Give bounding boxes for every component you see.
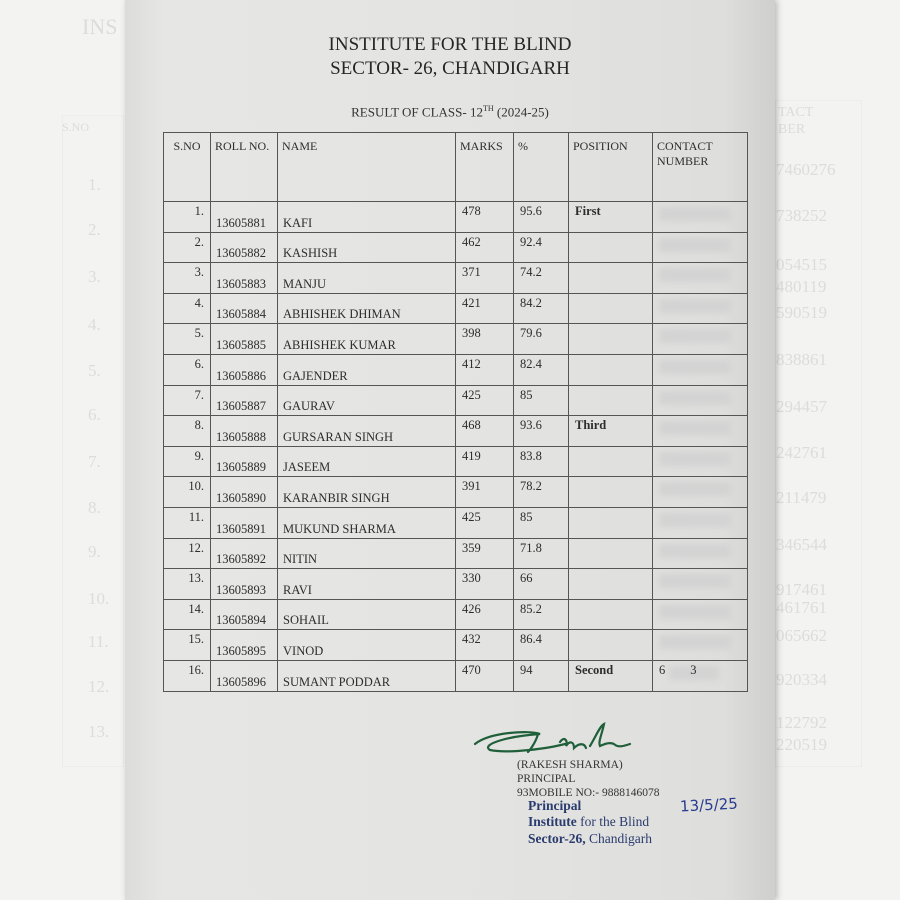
name-cell	[278, 477, 456, 508]
sno-cell	[164, 354, 211, 385]
name-cell	[278, 416, 456, 447]
roll-value: 13605881	[216, 215, 266, 230]
roll-value: 13605884	[216, 307, 266, 322]
roll-cell	[211, 263, 278, 294]
redaction-blur	[659, 421, 731, 435]
table-header-row	[164, 133, 748, 202]
name-cell	[278, 385, 456, 416]
marks-value: 462	[462, 234, 481, 249]
contact-cell	[653, 660, 748, 691]
background-title-fragment: INS	[82, 14, 118, 39]
marks-value: 470	[462, 662, 481, 677]
redaction-blur	[659, 360, 731, 374]
contact-cell	[653, 354, 748, 385]
institute-name: INSTITUTE FOR THE BLIND	[328, 34, 572, 55]
position-cell	[569, 477, 653, 508]
roll-cell	[211, 538, 278, 569]
name-cell	[278, 354, 456, 385]
background-sno-value: 5.	[88, 361, 101, 380]
marks-value: 425	[462, 509, 481, 524]
name-cell	[278, 599, 456, 630]
background-sno-value: 9.	[88, 542, 101, 561]
marks-value: 478	[462, 204, 481, 218]
redaction-blur	[659, 299, 731, 313]
roll-value: 13605882	[216, 246, 266, 261]
name-value: JASEEM	[283, 460, 331, 475]
marks-cell	[456, 569, 514, 600]
percent-cell	[514, 599, 569, 630]
sno-cell	[164, 202, 211, 233]
background-sno-value: 11.	[88, 632, 109, 651]
redaction-blur	[659, 605, 731, 619]
table-row	[164, 507, 748, 538]
name-value: KARANBIR SINGH	[283, 490, 390, 505]
position-cell	[569, 660, 653, 691]
marks-cell	[456, 507, 514, 538]
marks-value: 412	[462, 356, 481, 371]
background-contact-value: 590519	[776, 303, 827, 322]
result-title-sup: TH	[482, 104, 494, 113]
background-contact-header-line: BER	[778, 122, 806, 137]
handwritten-date: 13/5/25	[679, 794, 739, 816]
contact-cell	[653, 263, 748, 294]
marks-value: 426	[462, 601, 481, 616]
roll-cell	[211, 569, 278, 600]
marks-value: 330	[462, 571, 481, 586]
position-cell	[569, 416, 653, 447]
signatory-mobile: 93MOBILE NO:- 9888146078	[517, 787, 660, 799]
column-header-position: POSITION	[569, 133, 653, 202]
marks-value: 371	[462, 265, 481, 280]
redaction-blur	[659, 238, 731, 252]
background-contact-header-line: TACT	[778, 105, 814, 120]
name-cell	[278, 293, 456, 324]
percent-value: 95.6	[520, 204, 542, 218]
percent-cell	[514, 202, 569, 233]
background-contact-value: 461761	[776, 598, 827, 617]
percent-cell	[514, 324, 569, 355]
roll-value: 13605892	[216, 552, 266, 567]
table-row	[164, 446, 748, 477]
table-row	[164, 599, 748, 630]
sno-cell	[164, 569, 211, 600]
marks-value: 468	[462, 418, 481, 433]
roll-cell	[211, 660, 278, 691]
background-contact-value: 917461	[776, 580, 827, 599]
signatory-title: PRINCIPAL	[517, 773, 576, 785]
marks-cell	[456, 416, 514, 447]
sno-value: 4.	[194, 295, 204, 310]
name-value: GAJENDER	[283, 368, 348, 383]
background-sno-value: 6.	[88, 405, 101, 424]
sno-value: 5.	[194, 326, 204, 341]
table-row	[164, 293, 748, 324]
percent-value: 93.6	[520, 418, 542, 433]
marks-cell	[456, 385, 514, 416]
roll-cell	[211, 630, 278, 661]
roll-cell	[211, 599, 278, 630]
roll-cell	[211, 385, 278, 416]
table-row	[164, 660, 748, 691]
name-value: RAVI	[283, 582, 312, 597]
sno-value: 12.	[188, 540, 204, 555]
background-contact-value: 242761	[776, 443, 827, 462]
name-value: GAURAV	[283, 399, 335, 414]
background-contact-value: 211479	[776, 488, 827, 507]
name-cell	[278, 660, 456, 691]
background-sno-value: 7.	[88, 452, 101, 471]
name-cell	[278, 263, 456, 294]
institute-address: SECTOR- 26, CHANDIGARH	[330, 58, 570, 79]
name-value: NITIN	[283, 552, 318, 567]
roll-value: 13605886	[216, 368, 266, 383]
sno-value: 6.	[194, 356, 204, 371]
roll-value: 13605895	[216, 643, 266, 658]
background-contact-value: 838861	[776, 350, 827, 369]
contact-cell	[653, 507, 748, 538]
background-contact-value: 480119	[776, 277, 827, 296]
background-table-left	[62, 115, 124, 767]
roll-value: 13605896	[216, 674, 266, 689]
sno-value: 3.	[194, 265, 204, 280]
name-value: MUKUND SHARMA	[283, 521, 396, 536]
sno-value: 1.	[194, 204, 204, 218]
marks-cell	[456, 263, 514, 294]
table-row	[164, 630, 748, 661]
sno-value: 10.	[188, 479, 204, 494]
background-contact-value: 294457	[776, 397, 827, 416]
name-value: GURSARAN SINGH	[283, 429, 394, 444]
position-cell	[569, 232, 653, 263]
name-value: VINOD	[283, 643, 324, 658]
redaction-blur	[659, 391, 731, 405]
background-contact-value: 738252	[776, 206, 827, 225]
background-sno-value: 4.	[88, 315, 101, 334]
background-sno-value: 13.	[88, 722, 110, 741]
marks-value: 359	[462, 540, 481, 555]
background-contact-value: 220519	[776, 735, 827, 754]
name-value: ABHISHEK DHIMAN	[283, 307, 401, 322]
sno-cell	[164, 477, 211, 508]
percent-value: 86.4	[520, 632, 542, 647]
position-value: Second	[575, 662, 614, 677]
sno-value: 8.	[194, 418, 204, 433]
roll-cell	[211, 324, 278, 355]
percent-cell	[514, 232, 569, 263]
sno-value: 2.	[194, 234, 204, 249]
name-value: KAFI	[283, 215, 313, 230]
table-row	[164, 324, 748, 355]
background-contact-value: 920334	[776, 670, 827, 689]
sno-cell	[164, 660, 211, 691]
sno-value: 9.	[194, 448, 204, 463]
contact-cell	[653, 630, 748, 661]
position-cell	[569, 630, 653, 661]
stamp-line-2-bold: Institute	[528, 814, 577, 829]
signatory-name: (RAKESH SHARMA)	[517, 759, 623, 771]
redaction-blur	[659, 207, 731, 221]
percent-cell	[514, 446, 569, 477]
roll-value: 13605891	[216, 521, 266, 536]
percent-value: 79.6	[520, 326, 542, 341]
table-row	[164, 354, 748, 385]
percent-cell	[514, 477, 569, 508]
name-cell	[278, 446, 456, 477]
stamp-line-2	[528, 814, 649, 830]
marks-cell	[456, 446, 514, 477]
position-cell	[569, 385, 653, 416]
sno-cell	[164, 416, 211, 447]
contact-cell	[653, 569, 748, 600]
sno-cell	[164, 385, 211, 416]
marks-value: 432	[462, 632, 481, 647]
percent-cell	[514, 538, 569, 569]
sno-value: 16.	[188, 662, 204, 677]
roll-value: 13605894	[216, 613, 266, 628]
column-header-contact: CONTACT NUMBER	[653, 133, 748, 202]
roll-value: 13605889	[216, 460, 266, 475]
background-sno-value: 3.	[88, 267, 101, 286]
stamp-line-1: Principal	[528, 798, 582, 813]
sno-cell	[164, 324, 211, 355]
redaction-blur	[659, 574, 731, 588]
sno-value: 14.	[188, 601, 204, 616]
sno-cell	[164, 538, 211, 569]
background-contact-value: 346544	[776, 535, 827, 554]
percent-value: 71.8	[520, 540, 542, 555]
percent-value: 85	[520, 509, 533, 524]
roll-cell	[211, 416, 278, 447]
position-value: First	[575, 204, 601, 218]
marks-value: 398	[462, 326, 481, 341]
sno-value: 15.	[188, 632, 204, 647]
percent-value: 66	[520, 571, 533, 586]
table-row	[164, 477, 748, 508]
percent-cell	[514, 630, 569, 661]
stamp-line-2-rest: for the Blind	[576, 814, 650, 829]
roll-value: 13605887	[216, 399, 266, 414]
contact-cell	[653, 538, 748, 569]
sno-value: 13.	[188, 571, 204, 586]
percent-cell	[514, 416, 569, 447]
roll-value: 13605888	[216, 429, 266, 444]
position-cell	[569, 263, 653, 294]
contact-cell	[653, 324, 748, 355]
background-contact-header	[778, 104, 813, 138]
position-cell	[569, 599, 653, 630]
position-cell	[569, 202, 653, 233]
marks-cell	[456, 354, 514, 385]
result-title	[125, 104, 775, 120]
percent-value: 74.2	[520, 265, 542, 280]
contact-cell	[653, 477, 748, 508]
name-value: SUMANT PODDAR	[283, 674, 391, 689]
background-contact-value: 7460276	[776, 160, 836, 179]
name-cell	[278, 507, 456, 538]
marks-value: 419	[462, 448, 481, 463]
sno-cell	[164, 507, 211, 538]
name-value: KASHISH	[283, 246, 338, 261]
marks-value: 421	[462, 295, 481, 310]
column-header-sno: S.NO	[164, 133, 211, 202]
result-sheet	[125, 0, 775, 900]
name-cell	[278, 569, 456, 600]
background-table-right	[775, 100, 862, 767]
marks-cell	[456, 232, 514, 263]
background-sno-value: 8.	[88, 498, 101, 517]
name-cell	[278, 202, 456, 233]
roll-cell	[211, 232, 278, 263]
roll-cell	[211, 354, 278, 385]
contact-cell	[653, 599, 748, 630]
percent-cell	[514, 507, 569, 538]
marks-cell	[456, 599, 514, 630]
marks-cell	[456, 202, 514, 233]
contact-cell	[653, 446, 748, 477]
contact-cell	[653, 416, 748, 447]
roll-value: 13605893	[216, 582, 266, 597]
background-sno-header: S.NO	[62, 120, 90, 134]
column-header-percent: %	[514, 133, 569, 202]
table-row	[164, 202, 748, 233]
redaction-blur	[659, 452, 731, 466]
marks-cell	[456, 630, 514, 661]
table-row	[164, 416, 748, 447]
position-cell	[569, 293, 653, 324]
position-value: Third	[575, 418, 607, 433]
sno-cell	[164, 293, 211, 324]
redaction-blur	[659, 635, 731, 649]
background-sno-value: 1.	[88, 175, 101, 194]
roll-value: 13605883	[216, 276, 266, 291]
marks-value: 391	[462, 479, 481, 494]
percent-value: 85.2	[520, 601, 542, 616]
name-cell	[278, 630, 456, 661]
percent-value: 92.4	[520, 234, 542, 249]
name-value: SOHAIL	[283, 613, 329, 628]
marks-cell	[456, 324, 514, 355]
roll-cell	[211, 507, 278, 538]
contact-cell	[653, 385, 748, 416]
percent-cell	[514, 569, 569, 600]
marks-cell	[456, 477, 514, 508]
table-row	[164, 385, 748, 416]
percent-value: 85	[520, 387, 533, 402]
marks-cell	[456, 538, 514, 569]
percent-value: 82.4	[520, 356, 542, 371]
percent-value: 78.2	[520, 479, 542, 494]
roll-cell	[211, 293, 278, 324]
percent-value: 84.2	[520, 295, 542, 310]
name-cell	[278, 324, 456, 355]
background-contact-value: 054515	[776, 255, 827, 274]
stamp-line-3-bold: Sector-26,	[528, 831, 586, 846]
roll-cell	[211, 446, 278, 477]
column-header-roll: ROLL NO.	[211, 133, 278, 202]
sno-cell	[164, 446, 211, 477]
result-title-prefix: RESULT OF CLASS- 12	[351, 104, 483, 120]
sno-value: 11.	[188, 509, 204, 524]
roll-cell	[211, 477, 278, 508]
name-cell	[278, 232, 456, 263]
table-row	[164, 569, 748, 600]
contact-cell	[653, 202, 748, 233]
column-header-name: NAME	[278, 133, 456, 202]
marks-cell	[456, 293, 514, 324]
percent-cell	[514, 293, 569, 324]
name-value: ABHISHEK KUMAR	[283, 337, 396, 352]
marks-cell	[456, 660, 514, 691]
stamp-line-3	[528, 831, 652, 847]
position-cell	[569, 354, 653, 385]
roll-value: 13605885	[216, 337, 266, 352]
sno-cell	[164, 263, 211, 294]
percent-cell	[514, 354, 569, 385]
contact-cell	[653, 232, 748, 263]
position-cell	[569, 538, 653, 569]
percent-value: 83.8	[520, 448, 542, 463]
sno-cell	[164, 599, 211, 630]
background-sno-value: 10.	[88, 589, 110, 608]
position-cell	[569, 446, 653, 477]
stamp-line-3-rest: Chandigarh	[585, 831, 652, 846]
percent-cell	[514, 385, 569, 416]
redaction-blur	[659, 544, 731, 558]
name-value: MANJU	[283, 276, 327, 291]
background-sno-value: 12.	[88, 677, 110, 696]
redaction-blur	[659, 329, 731, 343]
redaction-blur	[659, 268, 731, 282]
table-row	[164, 263, 748, 294]
contact-cell	[653, 293, 748, 324]
redaction-blur	[659, 482, 731, 496]
percent-value: 94	[520, 662, 533, 677]
position-cell	[569, 324, 653, 355]
percent-cell	[514, 263, 569, 294]
sno-value: 7.	[194, 387, 204, 402]
result-table	[163, 132, 748, 692]
background-sno-value: 2.	[88, 220, 101, 239]
sno-cell	[164, 232, 211, 263]
roll-value: 13605890	[216, 490, 266, 505]
table-row	[164, 232, 748, 263]
table-row	[164, 538, 748, 569]
sno-cell	[164, 630, 211, 661]
percent-cell	[514, 660, 569, 691]
principal-signature	[470, 722, 640, 762]
background-contact-value: 122792	[776, 713, 827, 732]
position-cell	[569, 507, 653, 538]
roll-cell	[211, 202, 278, 233]
result-title-suffix: (2024-25)	[493, 104, 549, 120]
marks-value: 425	[462, 387, 481, 402]
redaction-blur	[659, 513, 731, 527]
name-cell	[278, 538, 456, 569]
background-contact-value: 065662	[776, 626, 827, 645]
contact-value-redacted: 6 3	[659, 662, 697, 677]
position-cell	[569, 569, 653, 600]
column-header-marks: MARKS	[456, 133, 514, 202]
